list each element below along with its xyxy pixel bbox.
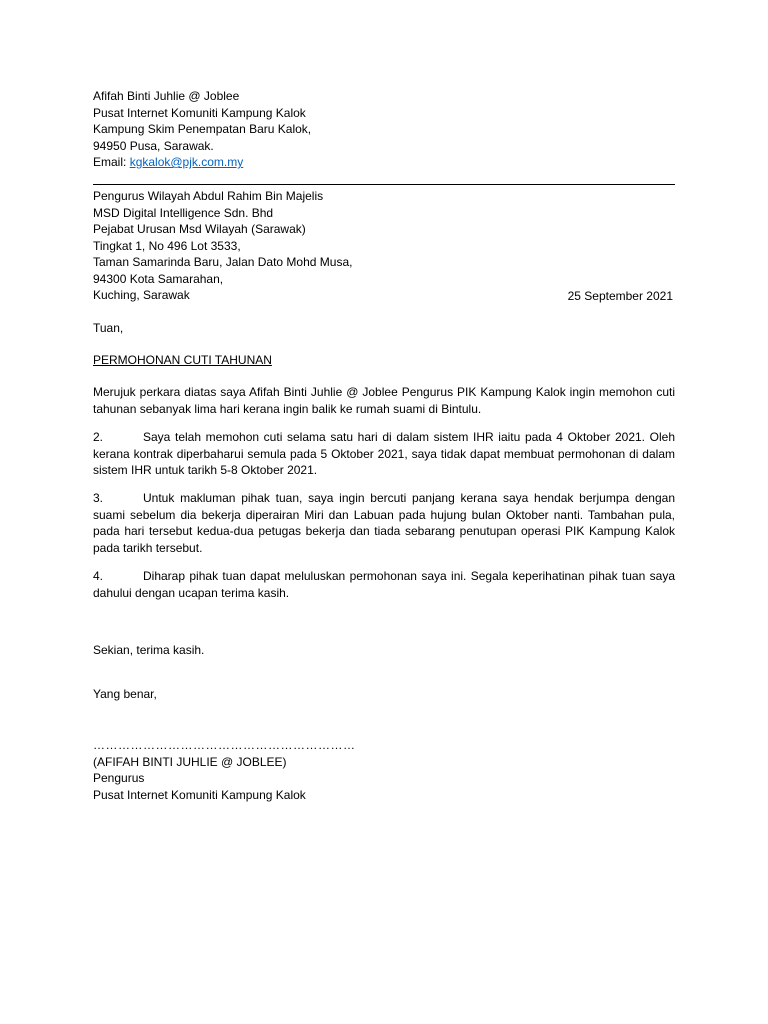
paragraph-4 [93, 568, 675, 601]
paragraph-3 [93, 490, 675, 556]
recipient-line: Pengurus Wilayah Abdul Rahim Bin Majelis [93, 189, 324, 203]
signature-block [93, 737, 675, 803]
paragraph-text: Saya telah memohon cuti selama satu hari di dalam sistem IHR iaitu pada 4 Oktober 2021. Oleh kerana kontrak diperbaharui semula pada 5 Oktober 2021, saya tidak dapat membuat permohonan di dalam sistem IHR untuk tarikh 5-8 Oktober 2021. [93, 430, 675, 477]
closing-yours: Yang benar, [93, 687, 157, 701]
recipient-block [93, 188, 675, 304]
sender-email [93, 154, 675, 171]
sender-address-1: Kampung Skim Penempatan Baru Kalok, [93, 122, 312, 136]
signature-line: ……………………………………………………… [93, 738, 356, 752]
paragraph-number: 4. [93, 569, 104, 583]
subject-text: PERMOHONAN CUTI TAHUNAN [93, 353, 272, 367]
sender-name: Afifah Binti Juhlie @ Joblee [93, 89, 240, 103]
subject-heading [93, 352, 675, 369]
paragraph-text: Diharap pihak tuan dapat meluluskan permohonan saya ini. Segala keperihatinan pihak tuan saya dahului dengan ucapan terima kasih. [93, 569, 675, 600]
signatory-name: (AFIFAH BINTI JUHLIE @ JOBLEE) [93, 754, 287, 769]
recipient-line: Kuching, Sarawak [93, 288, 190, 302]
letter-date: 25 September 2021 [567, 289, 673, 303]
sender-org: Pusat Internet Komuniti Kampung Kalok [93, 105, 306, 120]
recipient-line: Taman Samarinda Baru, Jalan Dato Mohd Musa, [93, 255, 353, 269]
paragraph-text: Untuk makluman pihak tuan, saya ingin bercuti panjang kerana saya hendak berjumpa dengan suami sebelum dia bekerja diperairan Miri dan Labuan pada hujung bulan Oktober nanti. Tambahan pula, pada hari tersebut kedua-dua petugas bekerja dan tiada sebarang penutupan operasi PIK Kampung Kalok pada tarikh tersebut. [93, 491, 675, 555]
recipient-line: Tingkat 1, No 496 Lot 3533, [93, 238, 241, 253]
paragraph-number: 2. [93, 430, 104, 444]
paragraph-2 [93, 429, 675, 479]
paragraph-number: 3. [93, 491, 104, 505]
email-link[interactable]: kgkalok@pjk.com.my [129, 155, 244, 169]
recipient-line: MSD Digital Intelligence Sdn. Bhd [93, 205, 274, 220]
signatory-org: Pusat Internet Komuniti Kampung Kalok [93, 787, 306, 802]
recipient-line: 94300 Kota Samarahan, [93, 271, 224, 286]
salutation: Tuan, [93, 321, 124, 335]
paragraph-1: Merujuk perkara diatas saya Afifah Binti Juhlie @ Joblee Pengurus PIK Kampung Kalok ingin memohon cuti tahunan sebanyak lima hari kerana ingin balik ke rumah suami di Bintulu. [93, 385, 675, 416]
sender-block [93, 88, 675, 171]
signatory-title: Pengurus [93, 771, 145, 785]
closing-thanks: Sekian, terima kasih. [93, 643, 205, 657]
sender-address-2: 94950 Pusa, Sarawak. [93, 138, 214, 153]
recipient-line: Pejabat Urusan Msd Wilayah (Sarawak) [93, 222, 306, 236]
email-label: Email: [93, 155, 130, 169]
header-divider [93, 184, 675, 185]
